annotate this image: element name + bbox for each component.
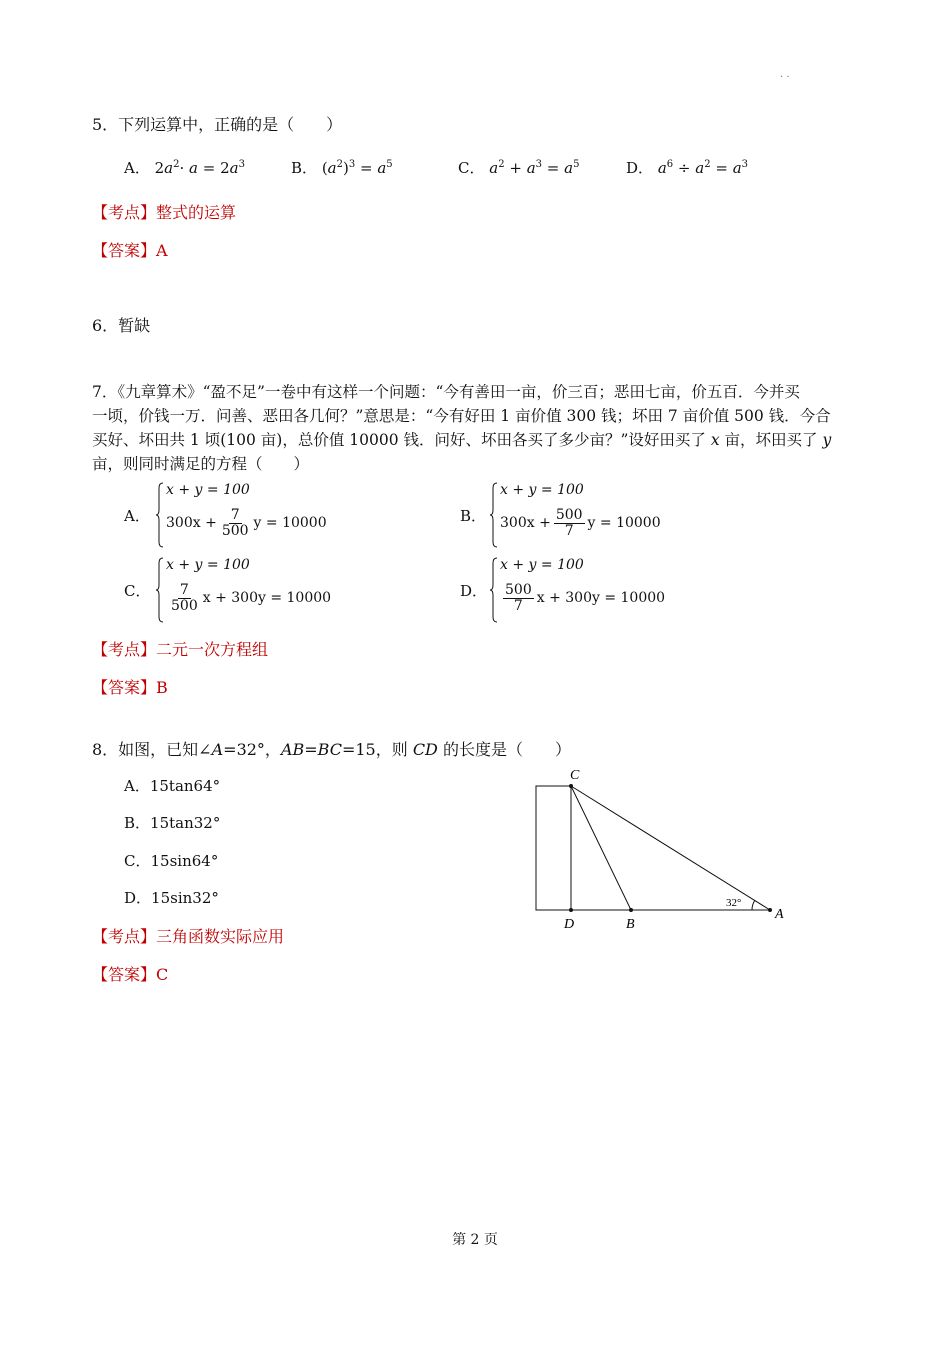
q7-line-3: 买好、坏田共 1 顷(100 亩)，总价值 10000 钱．问好、坏田各买了多少亩？”设好田买了 x 亩，坏田买了 y [92,431,832,449]
q6-text: 6．暂缺 [92,316,151,335]
page-number: 第 2 页 [452,1232,498,1248]
label-a: A [775,907,784,922]
point-a [768,908,772,912]
q5-option-a: A． $2a^2\cdot a = 2a^3$ [124,159,245,177]
header-mark: · · [780,72,790,83]
q8-option-a: A．15tan64° [124,777,221,795]
label-angle: 32° [726,897,742,909]
q7-option-a-system [156,482,326,548]
q7-answer: 【答案】B [92,678,168,697]
q8-figure [520,760,800,940]
point-c [569,784,573,788]
q5-stem: 5．下列运算中，正确的是（ ） [92,115,343,134]
point-d [569,908,573,912]
q8-kaodian: 【考点】三角函数实际应用 [92,927,285,946]
brace-icon [156,482,164,548]
label-b: B [626,917,635,932]
brace-icon [156,557,164,623]
brace-icon [490,557,498,623]
q8-option-b: B．15tan32° [124,814,221,832]
q8-option-c: C．15sin64° [124,852,219,870]
q7-a-eq-sum: x + y = 100 [166,482,250,498]
q8-option-d: D．15sin32° [124,889,219,907]
q5-answer: 【答案】A [92,241,168,260]
q7-option-b-system [490,482,660,548]
figure-rectangle [536,786,571,910]
q7-d-eq-sum: x + y = 100 [500,557,584,573]
q8-answer: 【答案】C [92,965,169,984]
label-c: C [570,768,580,783]
q7-line-1: 7．《九章算术》“盈不足”一卷中有这样一个问题：“今有善田一亩，价三百；恶田七亩，价五百．今并买 [92,383,800,401]
point-b [629,908,633,912]
q7-option-c-label: C． [124,582,151,600]
q7-line-4: 亩，则同时满足的方程（ ） [92,455,310,473]
q7-kaodian: 【考点】二元一次方程组 [92,640,269,659]
q7-option-d-system [490,557,666,623]
q7-option-c-system [156,557,332,623]
q7-option-a-label: A． [124,507,150,525]
q7-d-eq-value: $\frac{500}{7}$ x + 300y = 10000 [505,582,666,614]
q7-option-b-label: B． [460,507,487,525]
q7-c-eq-sum: x + y = 100 [166,557,250,573]
q5-option-c: C． $a^2 + a^3 = a^5$ [458,159,580,177]
label-d: D [564,917,575,932]
angle-arc [752,901,755,911]
q5-option-b: B． $(a^2)^3 = a^5$ [291,159,393,177]
q7-line-2: 一顷，价钱一万．问善、恶田各几何？”意思是：“今有好田 1 亩价值 300 钱；坏田 7 亩价值 500 钱．今合 [92,407,831,425]
q7-stem [92,380,862,476]
q7-c-eq-value: $\frac{7}{500}$ x + 300y = 10000 [171,582,332,614]
q7-b-eq-value: 300x + $\frac{500}{7}$ y = 10000 [500,507,661,539]
q7-option-d-label: D． [460,582,488,600]
q5-option-d: D． $a^6 \div a^2 = a^3$ [626,159,749,177]
q7-a-eq-value: 300x + $\frac{7}{500}$ y = 10000 [166,507,327,539]
q5-kaodian: 【考点】整式的运算 [92,203,237,222]
q8-stem: 8．如图，已知∠A=32°，AB=BC=15，则 CD 的长度是（ ） [92,740,571,759]
brace-icon [490,482,498,548]
q7-b-eq-sum: x + y = 100 [500,482,584,498]
